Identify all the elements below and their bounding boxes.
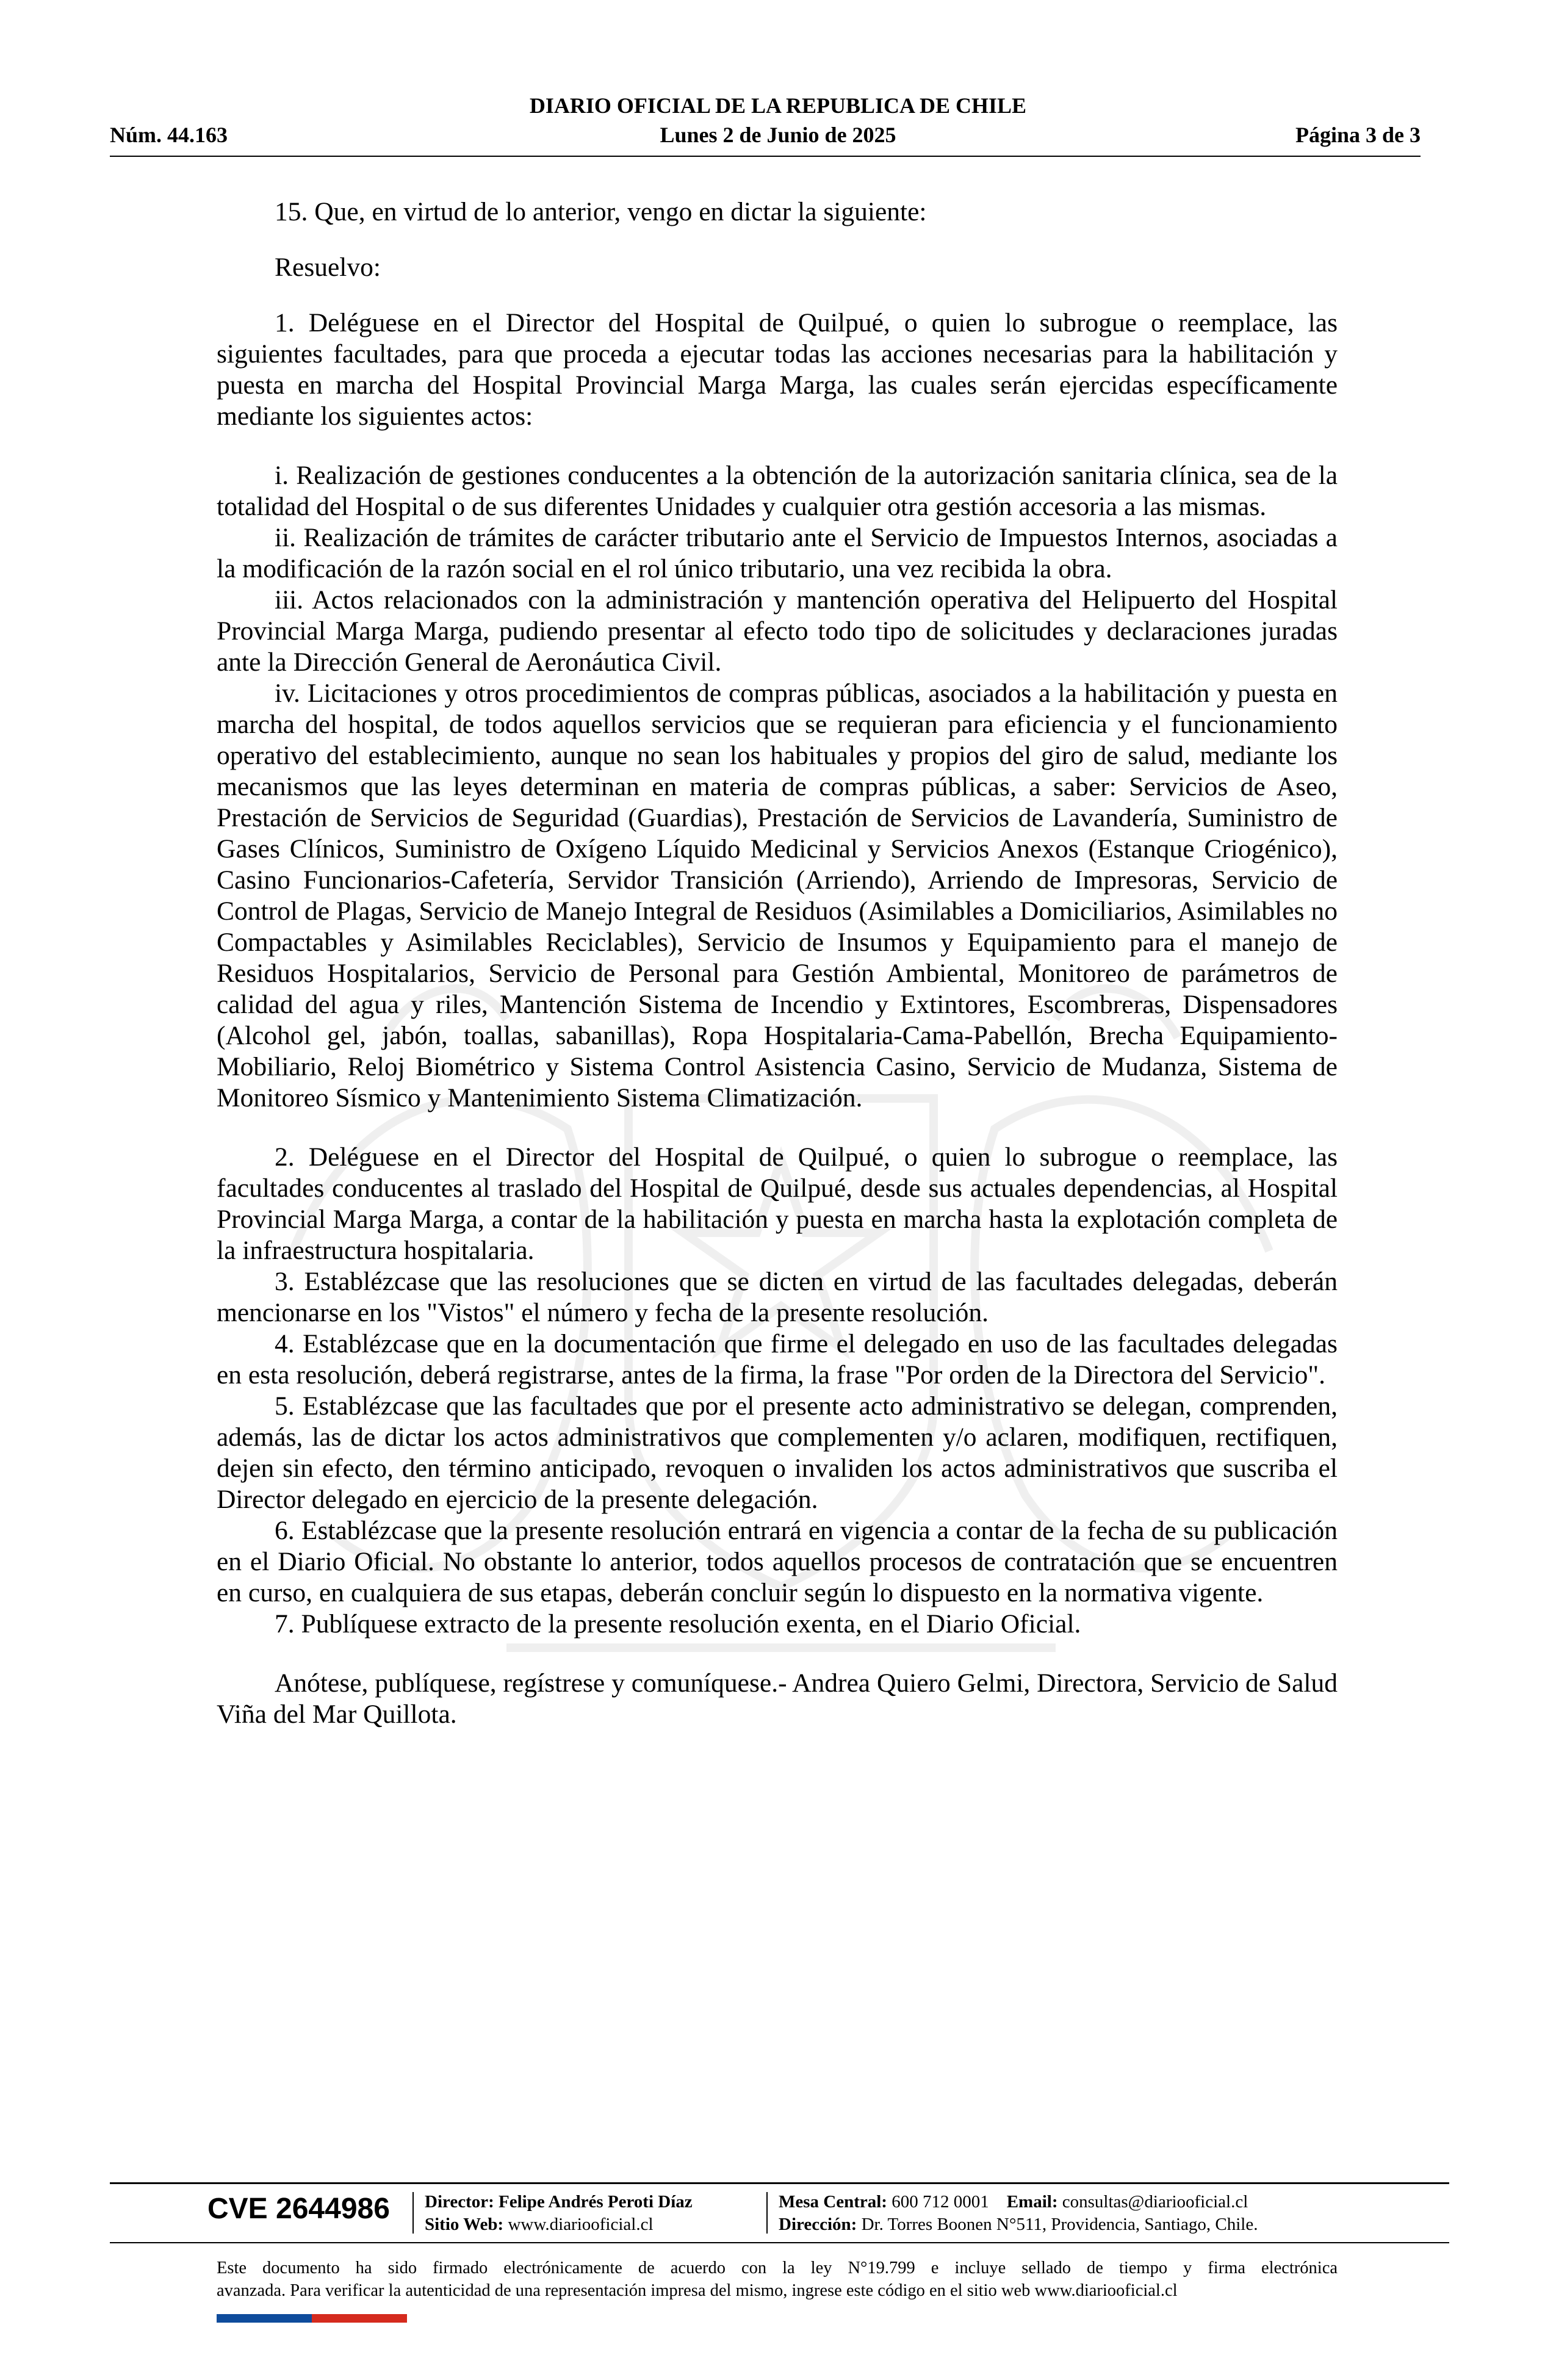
signature-notice [217,2257,1338,2302]
site-link[interactable]: www.diariooficial.cl [508,2215,654,2234]
publication-title: DIARIO OFICIAL DE LA REPUBLICA DE CHILE [529,93,1027,118]
page-indicator: Página 3 de 3 [1295,123,1421,147]
resolution-item-4: 4. Establézcase que en la documentación que firme el delegado en uso de las facultades delegadas en esta resolución, deberá registrarse, antes de la firma, la frase "Por orden de la Directora del Servicio". [217,1329,1338,1390]
signature-notice-line-2: avanzada. Para verificar la autenticidad de una representación impresa del mismo, ingrese este código en el sitio web www.diariooficial.cl [217,2281,1178,2300]
footer-director-block [425,2191,693,2236]
email-link[interactable]: consultas@diariooficial.cl [1062,2192,1248,2212]
director-name: Felipe Andrés Peroti Díaz [499,2192,693,2212]
resolution-item-1: 1. Deléguese en el Director del Hospital de Quilpué, o quien lo subrogue o reemplace, las siguientes facultades, para que proceda a ejecutar todas las acciones necesarias para la habilitación y puesta en marcha del Hospital Provincial Marga Marga, las cuales serán ejercidas específicamente mediante los siguientes actos: [217,308,1338,431]
site-label: Sitio Web: [425,2215,504,2234]
email-label: Email: [1006,2192,1058,2212]
sub-item-iv: iv. Licitaciones y otros procedimientos de compras públicas, asociados a la habilitación y puesta en marcha del hospital, de todos aquellos servicios que se requieran para eficiencia y el funcionamiento operativo del establecimiento, aunque no sean los habituales y propios del giro de salud, mediante los mecanismos que las leyes determinan en materia de compras públicas, a saber: Servicios de Aseo, Prestación de Servicios de Seguridad (Guardias), Prestación de Servicios de Lavandería, Suministro de Gases Clínicos, Suministro de Oxígeno Líquido Medicinal y Servicios Anexos (Estanque Criogénico), Casino Funcionarios-Cafetería, Servidor Transición (Arriendo), Arriendo de Impresoras, Servicio de Control de Plagas, Servicio de Manejo Integral de Residuos (Asimilables a Domiciliarios, Asimilables no Compactables y Asimilables Reciclables), Servicio de Insumos y Equipamiento para el manejo de Residuos Hospitalarios, Servicio de Personal para Gestión Ambiental, Monitoreo de parámetros de calidad del agua y riles, Mantención Sistema de Incendio y Extintores, Escombreras, Dispensadores (Alcohol gel, jabón, toallas, sabanillas), Ropa Hospitalaria-Cama-Pabellón, Brecha Equipamiento-Mobiliario, Reloj Biométrico y Sistema Control Asistencia Casino, Servicio de Mudanza, Sistema de Monitoreo Sísmico y Mantenimiento Sistema Climatización. [217,679,1338,1112]
closing-signature: Anótese, publíquese, regístrese y comuníquese.- Andrea Quiero Gelmi, Directora, Servicio de Salud Viña del Mar Quillota. [217,1668,1338,1729]
mesa-label: Mesa Central: [779,2192,887,2212]
address-text: Dr. Torres Boonen N°511, Providencia, Santiago, Chile. [861,2215,1258,2234]
flag-red-segment [312,2314,407,2323]
resuelvo-heading: Resuelvo: [275,253,381,282]
sub-item-ii: ii. Realización de trámites de carácter tributario ante el Servicio de Impuestos Internos, asociadas a la modificación de la razón social en el rol único tributario, una vez recibida la obra. [217,523,1338,583]
sub-item-iii: iii. Actos relacionados con la administración y mantención operativa del Helipuerto del Hospital Provincial Marga Marga, pudiendo presentar al efecto todo tipo de solicitudes y declaraciones juradas ante la Dirección General de Aeronáutica Civil. [217,585,1338,677]
resolution-item-6: 6. Establézcase que la presente resolución entrará en vigencia a contar de la fecha de su publicación en el Diario Oficial. No obstante lo anterior, todos aquellos procesos de contratación que se encuentren en curso, en cualquiera de sus etapas, deberán concluir según lo dispuesto en la normativa vigente. [217,1516,1338,1607]
resolution-item-2: 2. Deléguese en el Director del Hospital de Quilpué, o quien lo subrogue o reemplace, las facultades conducentes al traslado del Hospital de Quilpué, desde sus actuales dependencias, al Hospital Provincial Marga Marga, a contar de la habilitación y puesta en marcha hasta la explotación completa de la infraestructura hospitalaria. [217,1142,1338,1265]
address-label: Dirección: [779,2215,857,2234]
footer-separator [412,2192,414,2234]
footer-separator [766,2192,768,2234]
director-label: Director: [425,2192,494,2212]
resolution-item-3: 3. Establézcase que las resoluciones que se dicten en virtud de las facultades delegadas, deberán mencionarse en los "Vistos" el número y fecha de la presente resolución. [217,1267,1338,1327]
chile-flag-bar [217,2314,407,2323]
footer-contact-block [779,2191,1258,2236]
flag-blue-segment [217,2314,312,2323]
issue-number: Núm. 44.163 [110,123,228,147]
resolution-item-7: 7. Publíquese extracto de la presente resolución exenta, en el Diario Oficial. [275,1609,1081,1639]
signature-notice-line-1: Este documento ha sido firmado electrónicamente de acuerdo con la ley N°19.799 e incluye sellado de tiempo y firma electrónica [217,2259,1338,2277]
cve-code: CVE 2644986 [207,2193,390,2225]
sub-item-i: i. Realización de gestiones conducentes a la obtención de la autorización sanitaria clínica, sea de la totalidad del Hospital o de sus diferentes Unidades y cualquier otra gestión accesoria a las mismas. [217,461,1338,521]
footer-top-divider [110,2182,1449,2184]
header-divider [110,156,1421,157]
paragraph-15: 15. Que, en virtud de lo anterior, vengo en dictar la siguiente: [275,197,927,226]
mesa-phone: 600 712 0001 [891,2192,989,2212]
footer-mid-divider [110,2242,1449,2243]
publication-date: Lunes 2 de Junio de 2025 [660,123,896,147]
document-body [217,197,1338,1730]
resolution-item-5: 5. Establézcase que las facultades que por el presente acto administrativo se delegan, comprenden, además, las de dictar los actos administrativos que complementen y/o aclaren, modifiquen, rectifiquen, dejen sin efecto, den término anticipado, revoquen o invaliden los actos administrativos que suscriba el Director delegado en ejercicio de la presente delegación. [217,1391,1338,1514]
